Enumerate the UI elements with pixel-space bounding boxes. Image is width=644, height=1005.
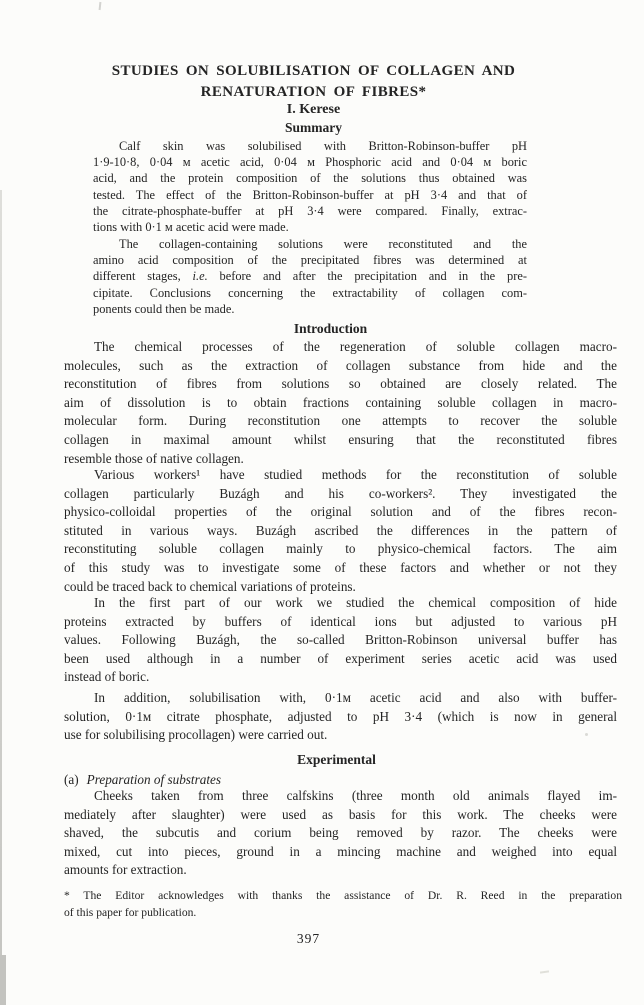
text-line: physico-colloidal properties of the original solution and of the fibres recon-: [64, 504, 617, 520]
summary-paragraph-2: [93, 236, 527, 317]
text-line: proteins extracted by buffers of identical ions but adjusted to various pH: [64, 613, 617, 629]
text-line: collagen in maximal amount whilst ensuring that the reconstituted fibres: [64, 431, 617, 447]
text-line: stituted in various ways. Buzágh ascribed the differences in the pattern of: [64, 522, 617, 538]
text-line: amino acid composition of the precipitated fibres was determined at: [93, 253, 527, 268]
footnote-line: * The Editor acknowledges with thanks the assistance of Dr. R. Reed in the preparation: [64, 889, 622, 902]
text-line: [93, 268, 527, 284]
page-edge-shadow: [0, 190, 2, 955]
scan-speck: [99, 2, 102, 10]
text-line: molecular form. During reconstitution one attempts to recover the soluble: [64, 413, 617, 429]
text-line: Various workers¹ have studied methods for the reconstitution of soluble: [94, 467, 617, 482]
paper-title-line2: RENATURATION OF FIBRES*: [200, 84, 427, 100]
page-edge-shadow-bottom: [0, 955, 6, 1005]
text-line: instead of boric.: [64, 669, 150, 685]
text-line: Cheeks taken from three calfskins (three month old animals flayed im-: [94, 788, 617, 803]
text-line: mediately after slaughter) were used as basis for this work. The cheeks were: [64, 806, 617, 822]
experimental-subsection-heading: [64, 771, 617, 788]
text-line: In addition, solubilisation with, 0·1ᴍ acetic acid and also with buffer-: [94, 690, 617, 705]
text-line: acid, and the protein composition of the solutions thus obtained was: [93, 171, 527, 186]
experimental-paragraph-1: [64, 787, 617, 880]
text-segment: different stages,: [93, 269, 193, 284]
text-line: could be traced back to chemical variations of proteins.: [64, 578, 356, 594]
introduction-paragraph-1: [64, 338, 617, 468]
text-line: use for solubilising procollagen) were carried out.: [64, 727, 328, 743]
summary-heading: Summary: [285, 120, 342, 135]
text-line: reconstituting soluble collagen mainly to physico-chemical factors. The aim: [64, 541, 617, 557]
introduction-heading: Introduction: [293, 321, 368, 336]
text-line: resemble those of native collagen.: [64, 450, 244, 466]
page-number: 397: [296, 931, 321, 946]
introduction-paragraph-4: [64, 689, 617, 745]
text-line: the citrate-phosphate-buffer at pH 3·4 were compared. Finally, extrac-: [93, 203, 527, 218]
text-line: ponents could then be made.: [93, 301, 235, 316]
text-line: tested. The effect of the Britton-Robinson-buffer at pH 3·4 and that of: [93, 187, 527, 202]
text-line: collagen particularly Buzágh and his co-workers². They investigated the: [64, 485, 617, 501]
footnote: [64, 888, 622, 921]
latin-abbreviation: i.e.: [192, 269, 208, 284]
introduction-paragraph-3: [64, 594, 617, 687]
text-line: solution, 0·1ᴍ citrate phosphate, adjusted to pH 3·4 (which is now in general: [64, 708, 617, 724]
text-line: shaved, the subcutis and corium being removed by razor. The cheeks were: [64, 825, 617, 841]
footnote-line: of this paper for publication.: [64, 905, 197, 919]
text-line: In the first part of our work we studied the chemical composition of hide: [94, 595, 617, 610]
introduction-paragraph-2: [64, 466, 617, 596]
text-line: amounts for extraction.: [64, 862, 187, 878]
text-line: The chemical processes of the regeneration of soluble collagen macro-: [94, 339, 617, 354]
text-line: reconstitution of fibres from solutions so obtained are closely related. The: [64, 376, 617, 392]
summary-paragraph-1: [93, 138, 527, 235]
author-name: I. Kerese: [286, 102, 341, 117]
text-line: mixed, cut into pieces, ground in a mincing machine and weighed into equal: [64, 843, 617, 859]
text-line: The collagen-containing solutions were reconstituted and the: [119, 237, 527, 251]
subsection-title: Preparation of substrates: [86, 772, 221, 787]
text-line: been used although in a number of experiment series acetic acid was used: [64, 650, 617, 666]
text-line: Calf skin was solubilised with Britton-Robinson-buffer pH: [119, 139, 527, 153]
text-line: tions with 0·1 ᴍ acetic acid were made.: [93, 220, 289, 235]
text-line: 1·9-10·8, 0·04 ᴍ acetic acid, 0·04 ᴍ Phosphoric acid and 0·04 ᴍ boric: [93, 155, 527, 170]
text-line: aim of dissolution is to obtain fractions containing soluble collagen in macro-: [64, 394, 617, 410]
text-line: values. Following Buzágh, the so-called Britton-Robinson universal buffer has: [64, 632, 617, 648]
text-line: cipitate. Conclusions concerning the extractability of collagen com-: [93, 285, 527, 300]
experimental-heading: Experimental: [297, 752, 376, 767]
paper-title-line1: STUDIES ON SOLUBILISATION OF COLLAGEN AND: [111, 63, 516, 79]
scan-speck: [540, 970, 549, 973]
text-line: of this study was to investigate some of these factors and whether or not they: [64, 559, 617, 575]
text-segment: before and after the precipitation and in the pre-: [207, 269, 527, 284]
subsection-label: (a): [64, 772, 79, 787]
text-line: molecules, such as the extraction of collagen substance from hide and the: [64, 357, 617, 373]
